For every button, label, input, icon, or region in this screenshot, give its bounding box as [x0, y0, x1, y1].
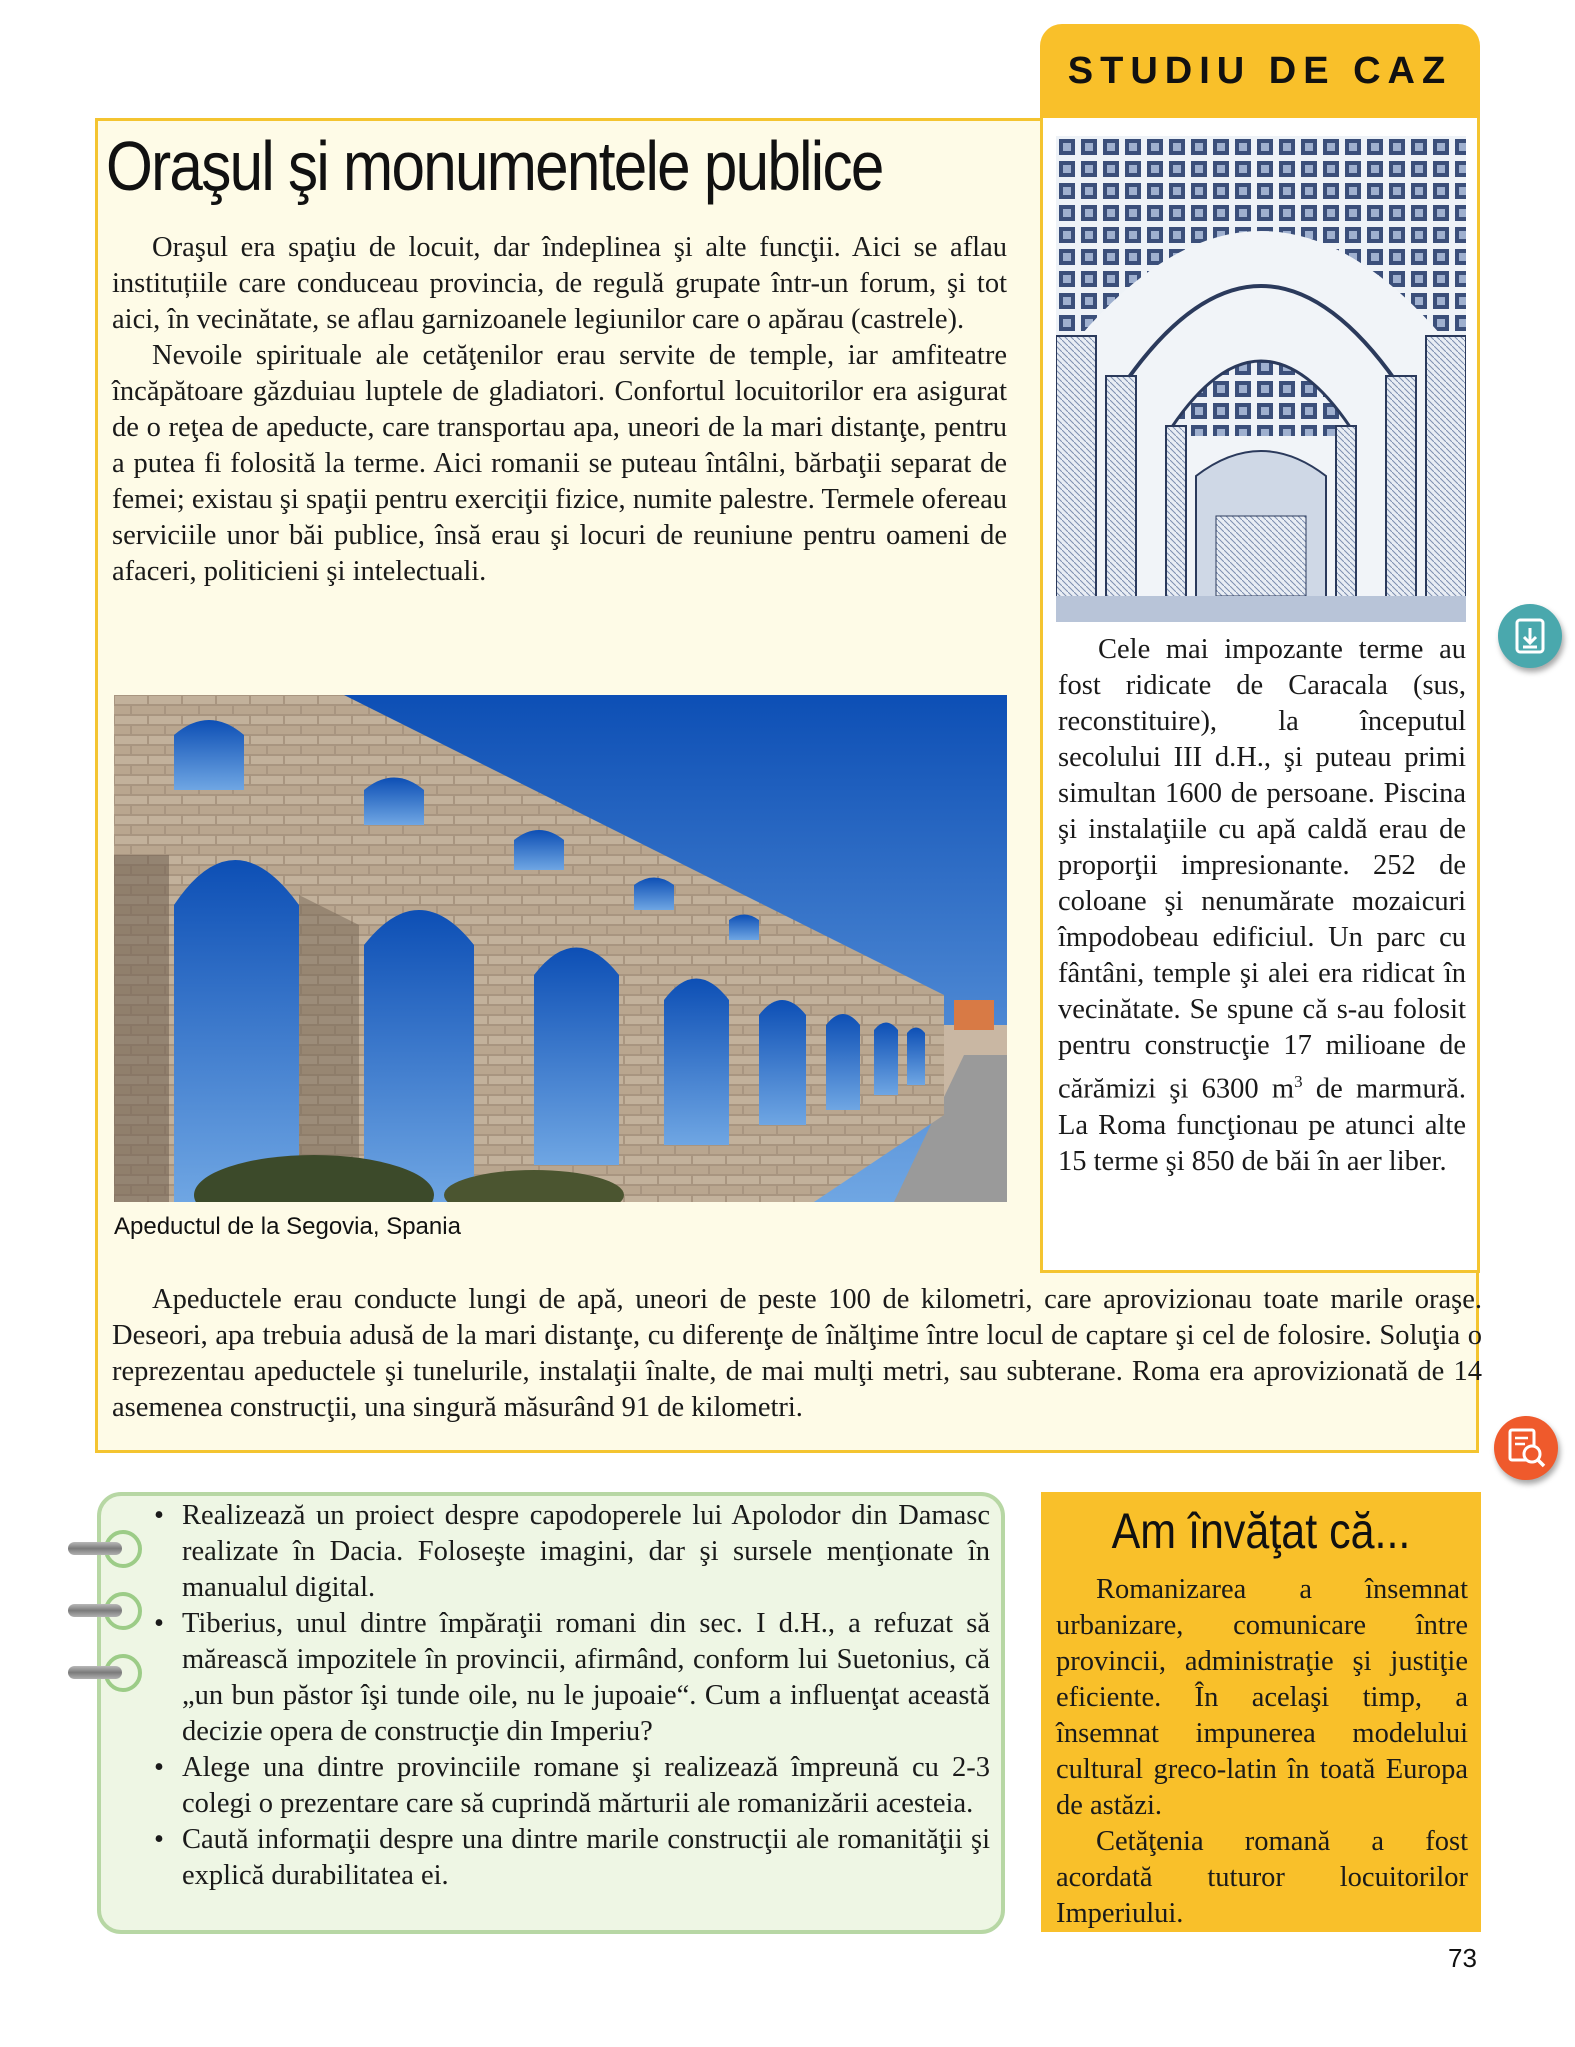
intro-text: [112, 230, 1007, 590]
notebook-spiral-1: [68, 1542, 122, 1555]
case-study-header-label: STUDIU DE CAZ: [1067, 50, 1453, 92]
learned-title: Am învăţat că...: [1111, 1503, 1411, 1559]
document-search-icon[interactable]: [1494, 1416, 1558, 1480]
case-study-text-part-1: Cele mai impozante terme au fost ridicate de Caracala (sus, reconstituire), la începutul secolului III d.H., şi puteau primi simultan 1600 de persoane. Piscina şi instalaţiile cu apă caldă erau de proporţii impresionante. 252 de coloane şi nenumărate mozaicuri împodobeau edificiul. Un parc cu fântâni, temple şi alei era ridicat în vecinătate. Se spune că s-au folosit pentru construcţie 17 milioane de cărămizi şi 6300 m: [1058, 634, 1466, 1105]
activity-item: • Tiberius, unul dintre împăraţii romani din sec. I d.H., a refuzat să mărească impozitele în provincii, afirmând, conform lui Suetonius, că „un bun păstor îşi tunde oile, nu le jupoaie“. Cum a influenţat această decizie opera de construcţie din Imperiu?: [150, 1606, 990, 1750]
intro-paragraph-2: Nevoile spirituale ale cetăţenilor erau servite de temple, iar amfiteatre încăpătoare găzduiau luptele de gladiatori. Confortul locuitorilor era asigurat de o reţea de apeducte, care transportau apa, uneori de la mari distanţe, pentru a putea fi folosită la terme. Aici romanii se puteau întâlni, bărbaţii separat de femei; existau şi spaţii pentru exerciţii fizice, numite palestre. Termele ofereau serviciile unor băi publice, însă erau şi locuri de reuniune pentru oameni de afaceri, politicieni şi intelectuali.: [112, 340, 1007, 587]
activity-item: • Alege una dintre provinciile romane şi realizează împreună cu 2-3 colegi o prezentare care să cuprindă mărturii ale romanizării acesteia.: [150, 1750, 990, 1822]
book-download-icon[interactable]: [1498, 604, 1562, 668]
learned-paragraph-2: Cetăţenia romană a fost acordată tuturor locuitorilor Imperiului.: [1056, 1826, 1468, 1929]
case-study-text: [1058, 632, 1466, 1180]
page-number: 73: [1448, 1943, 1477, 1973]
case-study-text-part-2: de marmură. La Roma funcţionau pe atunci alte 15 terme şi 850 de băi în aer liber.: [1058, 1073, 1466, 1177]
activity-item: • Caută informaţii despre una dintre marile construcţii ale romanităţii şi explică durabilitatea ei.: [150, 1822, 990, 1894]
learned-text: [1056, 1572, 1468, 1932]
page-title: Oraşul şi monumentele publice: [106, 127, 883, 205]
aqueducts-text: [112, 1282, 1482, 1426]
cubic-superscript: 3: [1294, 1072, 1303, 1091]
aqueduct-photo-caption: Apeductul de la Segovia, Spania: [114, 1213, 461, 1240]
intro-paragraph-1: Oraşul era spaţiu de locuit, dar îndeplinea şi alte funcţii. Aici se aflau instituțiile care conduceau provincia, de regulă grupate într-un forum, şi tot aici, în vecinătate, se aflau garnizoanele legiunilor care o apărau (castrele).: [112, 232, 1007, 335]
notebook-spiral-2: [68, 1604, 122, 1617]
aqueducts-paragraph: Apeductele erau conducte lungi de apă, uneori de peste 100 de kilometri, care aprovizionau toate marile oraşe. Deseori, apa trebuia adusă de la mari distanţe, cu diferenţe de înălţime între locul de captare şi cel de folosire. Soluţia o reprezentau apeductele şi tunelurile, instalaţii înalte, de mai mulţi metri, sau subterane. Roma era aprovizionată de 14 asemenea construcţii, una singură măsurând 91 de kilometri.: [112, 1284, 1482, 1423]
aqueduct-segovia-photo: [114, 695, 1007, 1202]
caracalla-baths-reconstruction-image: [1056, 136, 1466, 622]
notebook-spiral-3: [68, 1666, 122, 1679]
activity-list: [150, 1498, 990, 1894]
activity-item: • Realizează un proiect despre capodoperele lui Apolodor din Damasc realizate în Dacia. Foloseşte imagini, dar şi sursele menţionate în manualul digital.: [150, 1498, 990, 1606]
learned-paragraph-1: Romanizarea a însemnat urbanizare, comunicare între provincii, administraţie şi justiţie eficiente. În acelaşi timp, a însemnat impunerea modelului cultural greco-latin în toată Europa de astăzi.: [1056, 1574, 1468, 1821]
